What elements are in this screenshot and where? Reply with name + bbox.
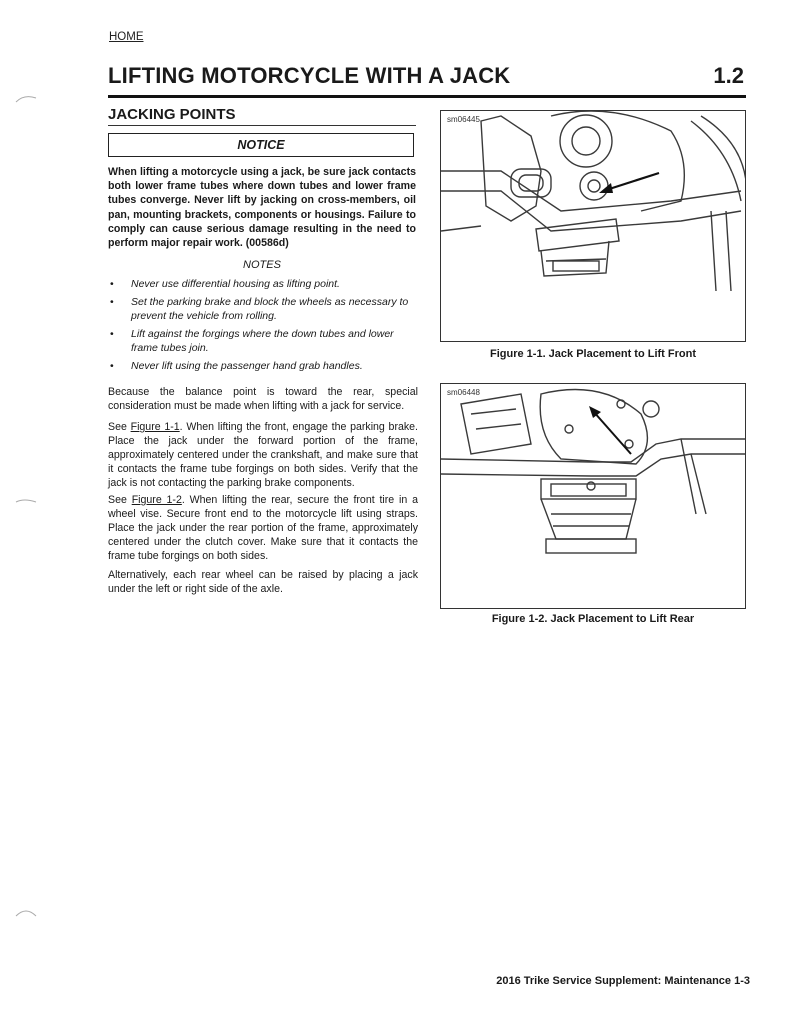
- bullet: •: [110, 278, 114, 290]
- bullet: •: [110, 296, 114, 308]
- figure-1-2: [440, 383, 746, 609]
- scan-mark: [14, 906, 38, 920]
- figure-1-1-link[interactable]: Figure 1-1: [130, 421, 180, 433]
- note-text: Never use differential housing as lifting point.: [131, 278, 340, 290]
- balance-paragraph: Because the balance point is toward the rear, special consideration must be made when lifting with a jack for service.: [108, 386, 418, 412]
- note-text: Set the parking brake and block the wheels as necessary to prevent the vehicle from rolling.: [131, 296, 409, 322]
- header-rule: [108, 95, 746, 98]
- note-text: Never lift using the passenger hand grab handles.: [131, 360, 363, 372]
- front-lift-paragraph: [108, 420, 418, 490]
- bullet: •: [110, 360, 114, 372]
- notes-list: [108, 277, 418, 377]
- para-text: . When lifting the rear, secure the front tire in a wheel vise. Secure front end to the motorcycle lift using straps. Place the jack under the rear portion of the frame, approximately centered under the clutch cover. Make sure that it contacts the frame tube forgings on both sides.: [108, 494, 418, 562]
- rear-jack-illustration: [441, 384, 746, 609]
- rear-lift-paragraph: [108, 493, 418, 563]
- note-item: [108, 359, 418, 373]
- notice-label: NOTICE: [237, 138, 285, 152]
- front-jack-illustration: [441, 111, 746, 342]
- figure-1-2-caption: Figure 1-2. Jack Placement to Lift Rear: [491, 613, 695, 625]
- home-link[interactable]: HOME: [109, 31, 144, 43]
- note-item: [108, 295, 418, 323]
- page-footer: 2016 Trike Service Supplement: Maintenance 1-3: [496, 975, 750, 987]
- para-prefix: See: [108, 421, 131, 433]
- page-title: LIFTING MOTORCYCLE WITH A JACK: [108, 63, 511, 88]
- figure-id: sm06448: [447, 388, 480, 397]
- note-item: [108, 277, 418, 291]
- figure-id: sm06445: [447, 115, 480, 124]
- section-title: JACKING POINTS: [108, 106, 236, 123]
- figure-1-2-link[interactable]: Figure 1-2: [131, 494, 182, 506]
- scan-mark: [14, 494, 38, 508]
- bullet: •: [110, 328, 114, 340]
- alternative-paragraph: Alternatively, each rear wheel can be raised by placing a jack under the left or right side of the axle.: [108, 569, 418, 595]
- notice-box: [108, 133, 414, 157]
- notice-text: When lifting a motorcycle using a jack, be sure jack contacts both lower frame tubes where down tubes and lower frame tubes converge. Never lift by jacking on cross-members, oil pan, mounting brackets, components or housings. Failure to comply can cause serious damage resulting in the need to perform major repair work. (00586d): [108, 166, 416, 250]
- note-item: [108, 327, 418, 355]
- figure-1-1-caption: Figure 1-1. Jack Placement to Lift Front: [490, 348, 696, 360]
- scan-mark: [14, 92, 38, 106]
- figure-1-1: [440, 110, 746, 342]
- section-rule: [108, 125, 416, 126]
- section-number: 1.2: [713, 63, 744, 88]
- para-text: . When lifting the front, engage the parking brake. Place the jack under the forward portion of the frame, approximately centered under the crankshaft, and make sure that it contacts the frame tube forgings on both sides. Verify that the jack is not contacting the parking brake components.: [108, 421, 418, 489]
- note-text: Lift against the forgings where the down tubes and lower frame tubes join.: [131, 328, 394, 354]
- para-prefix: See: [108, 494, 132, 506]
- notes-heading: NOTES: [243, 259, 281, 271]
